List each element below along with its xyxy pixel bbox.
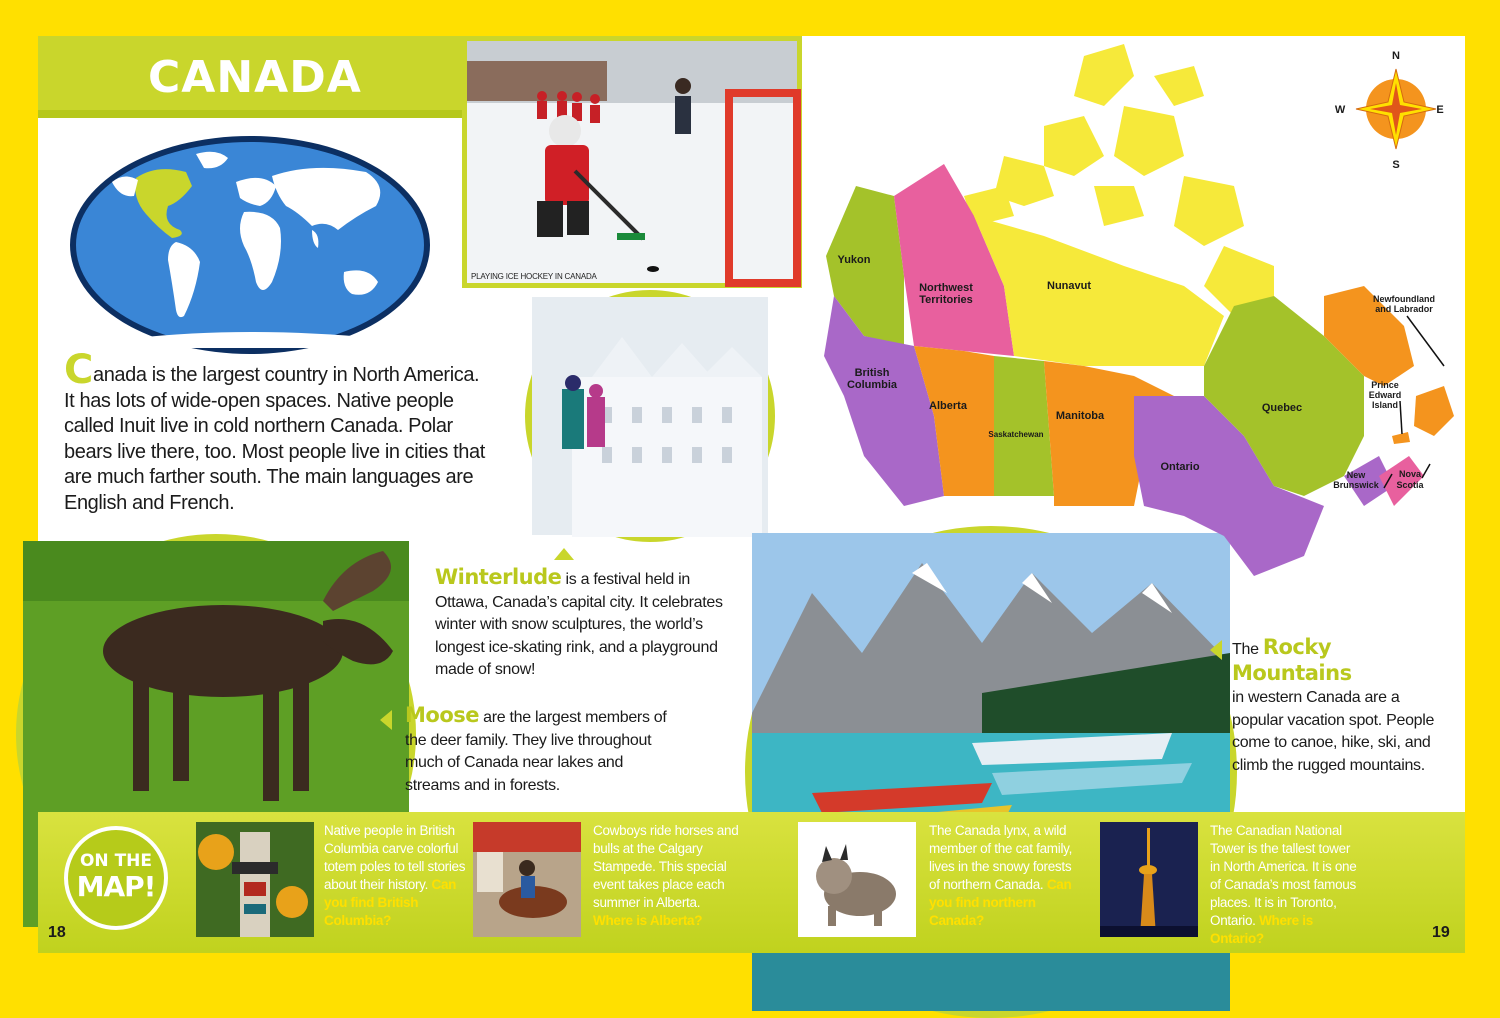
page-title: CANADA: [148, 52, 362, 103]
region-pei: [1392, 432, 1410, 444]
compass-w: W: [1334, 104, 1346, 116]
rocky-pointer: [1210, 640, 1222, 660]
region-sask: [994, 356, 1054, 496]
label-pei-1: Prince: [1371, 380, 1399, 390]
strip-question-3: Can you find northern Canada?: [929, 877, 1072, 928]
compass-rose-icon: [1334, 42, 1444, 172]
strip-question-4: Where is Ontario?: [1210, 913, 1313, 946]
strip-text-2: [593, 822, 741, 930]
strip-text-1: [324, 822, 472, 930]
moose-pointer: [380, 710, 392, 730]
winterlude-photo: [525, 290, 775, 542]
calgary-stampede-photo: [473, 822, 581, 937]
spread-page: [38, 36, 1465, 953]
label-nb-1: New: [1346, 470, 1366, 480]
moose-text: [405, 704, 675, 797]
winterlude-body: is a festival held in Ottawa, Canada’s capital city. It celebrates winter with snow sculptures, the world’s longest ice-skating rink, and a playground made of snow!: [435, 571, 723, 678]
label-nwt-1: Northwest: [919, 282, 973, 294]
world-locator-map: [70, 136, 430, 354]
winterlude-text: [435, 566, 725, 682]
moose-heading: Moose: [405, 703, 479, 727]
label-saskatchewan: Saskatchewan: [988, 430, 1044, 439]
compass-s: S: [1392, 159, 1400, 171]
hockey-caption: PLAYING ICE HOCKEY IN CANADA: [471, 272, 597, 281]
on-the-map-line2: MAP!: [76, 870, 156, 903]
drop-cap: C: [64, 347, 93, 393]
label-ns-2: Scotia: [1396, 480, 1424, 490]
label-bc-1: British: [854, 367, 890, 379]
strip-text-4: [1210, 822, 1358, 948]
on-the-map-line1: ON THE: [79, 851, 153, 871]
intro-text: anada is the largest country in North America. It has lots of wide-open spaces. Native people called Inuit live in cold northern Canada. Polar bears live there, too. Most people live in cities that are much farther south. The main languages are English and French.: [64, 364, 485, 514]
label-pei-3: Island: [1371, 400, 1399, 410]
label-alberta: Alberta: [929, 400, 967, 412]
label-ontario: Ontario: [1160, 461, 1200, 473]
strip-text-2-body: Cowboys ride horses and bulls at the Calgary Stampede. This special event takes place each summer in Alberta.: [593, 823, 739, 910]
strip-text-3: [929, 822, 1077, 930]
strip-question-1: Can you find British Columbia?: [324, 877, 457, 928]
rocky-prefix: The: [1232, 641, 1263, 658]
label-nb-2: Brunswick: [1333, 480, 1379, 490]
compass-n: N: [1392, 50, 1400, 62]
cn-tower-photo: [1100, 822, 1198, 937]
label-ns-1: Nova: [1398, 469, 1422, 479]
label-nfl-2: and Labrador: [1375, 304, 1433, 314]
strip-text-4-body: The Canadian National Tower is the tallest tower in North America. It is one of Canada’s most famous places. It is in Toronto, Ontario.: [1210, 823, 1357, 928]
page-number-left: 18: [48, 924, 66, 941]
on-the-map-strip: [38, 812, 1465, 953]
compass-e: E: [1436, 104, 1444, 116]
totem-pole-photo: [196, 822, 314, 937]
strip-text-3-body: The Canada lynx, a wild member of the cat family, lives in the snowy forests of northern Canada.: [929, 823, 1073, 892]
winterlude-heading: Winterlude: [435, 565, 562, 589]
canada-lynx-photo: [798, 822, 916, 937]
rocky-heading: Rocky Mountains: [1232, 635, 1352, 685]
strip-text-1-body: Native people in British Columbia carve colorful totem poles to tell stories about their history.: [324, 823, 466, 892]
region-newfoundland: [1414, 386, 1454, 436]
title-underline: [38, 110, 462, 118]
title-band: [38, 36, 462, 118]
rocky-text: [1232, 636, 1454, 777]
label-pei-2: Edward: [1368, 390, 1402, 400]
strip-question-2: Where is Alberta?: [593, 913, 703, 928]
label-manitoba: Manitoba: [1055, 410, 1105, 422]
on-the-map-badge: [64, 826, 168, 930]
label-nfl-1: Newfoundland: [1373, 294, 1435, 304]
intro-paragraph: [64, 347, 489, 516]
rocky-body: in western Canada are a popular vacation spot. People come to canoe, hike, ski, and climb the rugged mountains.: [1232, 689, 1435, 774]
label-quebec: Quebec: [1261, 402, 1303, 414]
winterlude-pointer: [554, 548, 574, 560]
ice-hockey-photo: [462, 36, 802, 288]
page-number-right: 19: [1432, 924, 1450, 941]
label-bc-2: Columbia: [846, 379, 898, 391]
label-nunavut: Nunavut: [1047, 280, 1091, 292]
label-yukon: Yukon: [837, 254, 871, 266]
moose-body: are the largest members of the deer family. They live throughout much of Canada near lakes and streams and in forests.: [405, 709, 667, 794]
label-nwt-2: Territories: [919, 294, 973, 306]
